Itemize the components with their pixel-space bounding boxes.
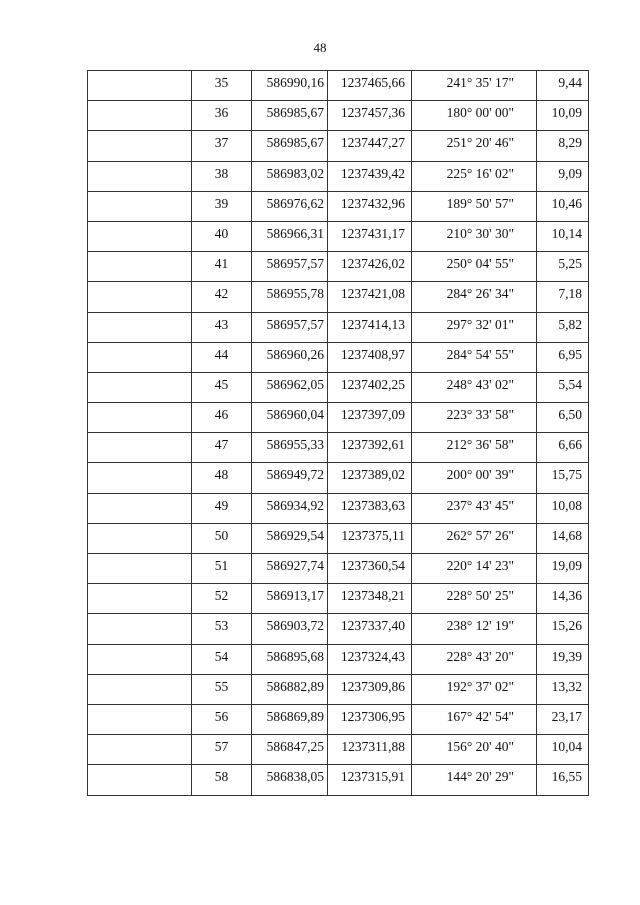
y-coordinate-cell: 1237457,36 bbox=[328, 101, 412, 131]
direction-angle-cell: 144° 20' 29" bbox=[412, 765, 537, 795]
table-row bbox=[88, 493, 589, 523]
distance-cell: 15,75 bbox=[537, 463, 589, 493]
empty-cell bbox=[88, 765, 192, 795]
y-coordinate-cell: 1237439,42 bbox=[328, 161, 412, 191]
direction-angle-cell: 241° 35' 17" bbox=[412, 71, 537, 101]
distance-cell: 16,55 bbox=[537, 765, 589, 795]
x-coordinate-cell: 586983,02 bbox=[252, 161, 328, 191]
empty-cell bbox=[88, 252, 192, 282]
direction-angle-cell: 228° 50' 25" bbox=[412, 584, 537, 614]
x-coordinate-cell: 586985,67 bbox=[252, 131, 328, 161]
direction-angle-cell: 180° 00' 00" bbox=[412, 101, 537, 131]
table-row bbox=[88, 403, 589, 433]
y-coordinate-cell: 1237324,43 bbox=[328, 644, 412, 674]
distance-cell: 5,54 bbox=[537, 372, 589, 402]
empty-cell bbox=[88, 403, 192, 433]
point-number-cell: 57 bbox=[192, 735, 252, 765]
point-number-cell: 55 bbox=[192, 674, 252, 704]
y-coordinate-cell: 1237348,21 bbox=[328, 584, 412, 614]
y-coordinate-cell: 1237315,91 bbox=[328, 765, 412, 795]
point-number-cell: 58 bbox=[192, 765, 252, 795]
point-number-cell: 44 bbox=[192, 342, 252, 372]
distance-cell: 10,08 bbox=[537, 493, 589, 523]
distance-cell: 19,39 bbox=[537, 644, 589, 674]
y-coordinate-cell: 1237432,96 bbox=[328, 191, 412, 221]
distance-cell: 10,46 bbox=[537, 191, 589, 221]
distance-cell: 13,32 bbox=[537, 674, 589, 704]
empty-cell bbox=[88, 282, 192, 312]
y-coordinate-cell: 1237360,54 bbox=[328, 554, 412, 584]
empty-cell bbox=[88, 674, 192, 704]
empty-cell bbox=[88, 342, 192, 372]
point-number-cell: 46 bbox=[192, 403, 252, 433]
x-coordinate-cell: 586976,62 bbox=[252, 191, 328, 221]
x-coordinate-cell: 586929,54 bbox=[252, 523, 328, 553]
point-number-cell: 48 bbox=[192, 463, 252, 493]
table-row bbox=[88, 523, 589, 553]
distance-cell: 9,44 bbox=[537, 71, 589, 101]
y-coordinate-cell: 1237383,63 bbox=[328, 493, 412, 523]
x-coordinate-cell: 586960,26 bbox=[252, 342, 328, 372]
table-row bbox=[88, 735, 589, 765]
x-coordinate-cell: 586960,04 bbox=[252, 403, 328, 433]
x-coordinate-cell: 586934,92 bbox=[252, 493, 328, 523]
y-coordinate-cell: 1237337,40 bbox=[328, 614, 412, 644]
empty-cell bbox=[88, 312, 192, 342]
y-coordinate-cell: 1237465,66 bbox=[328, 71, 412, 101]
point-number-cell: 53 bbox=[192, 614, 252, 644]
distance-cell: 9,09 bbox=[537, 161, 589, 191]
distance-cell: 7,18 bbox=[537, 282, 589, 312]
y-coordinate-cell: 1237311,88 bbox=[328, 735, 412, 765]
direction-angle-cell: 228° 43' 20" bbox=[412, 644, 537, 674]
x-coordinate-cell: 586966,31 bbox=[252, 221, 328, 251]
table-body bbox=[88, 71, 589, 796]
x-coordinate-cell: 586962,05 bbox=[252, 372, 328, 402]
empty-cell bbox=[88, 584, 192, 614]
y-coordinate-cell: 1237392,61 bbox=[328, 433, 412, 463]
x-coordinate-cell: 586957,57 bbox=[252, 252, 328, 282]
table-row bbox=[88, 221, 589, 251]
point-number-cell: 36 bbox=[192, 101, 252, 131]
empty-cell bbox=[88, 614, 192, 644]
point-number-cell: 50 bbox=[192, 523, 252, 553]
table-row bbox=[88, 342, 589, 372]
x-coordinate-cell: 586955,78 bbox=[252, 282, 328, 312]
empty-cell bbox=[88, 735, 192, 765]
direction-angle-cell: 200° 00' 39" bbox=[412, 463, 537, 493]
direction-angle-cell: 192° 37' 02" bbox=[412, 674, 537, 704]
y-coordinate-cell: 1237389,02 bbox=[328, 463, 412, 493]
x-coordinate-cell: 586869,89 bbox=[252, 704, 328, 734]
empty-cell bbox=[88, 523, 192, 553]
table-row bbox=[88, 71, 589, 101]
direction-angle-cell: 156° 20' 40" bbox=[412, 735, 537, 765]
table-row bbox=[88, 161, 589, 191]
distance-cell: 19,09 bbox=[537, 554, 589, 584]
table-row bbox=[88, 674, 589, 704]
empty-cell bbox=[88, 644, 192, 674]
y-coordinate-cell: 1237421,08 bbox=[328, 282, 412, 312]
point-number-cell: 52 bbox=[192, 584, 252, 614]
table-row bbox=[88, 554, 589, 584]
direction-angle-cell: 284° 26' 34" bbox=[412, 282, 537, 312]
direction-angle-cell: 212° 36' 58" bbox=[412, 433, 537, 463]
empty-cell bbox=[88, 493, 192, 523]
empty-cell bbox=[88, 704, 192, 734]
point-number-cell: 45 bbox=[192, 372, 252, 402]
empty-cell bbox=[88, 463, 192, 493]
y-coordinate-cell: 1237375,11 bbox=[328, 523, 412, 553]
point-number-cell: 54 bbox=[192, 644, 252, 674]
point-number-cell: 56 bbox=[192, 704, 252, 734]
table-row bbox=[88, 252, 589, 282]
y-coordinate-cell: 1237309,86 bbox=[328, 674, 412, 704]
table-row bbox=[88, 101, 589, 131]
point-number-cell: 42 bbox=[192, 282, 252, 312]
direction-angle-cell: 167° 42' 54" bbox=[412, 704, 537, 734]
x-coordinate-cell: 586895,68 bbox=[252, 644, 328, 674]
empty-cell bbox=[88, 131, 192, 161]
empty-cell bbox=[88, 191, 192, 221]
empty-cell bbox=[88, 372, 192, 402]
x-coordinate-cell: 586847,25 bbox=[252, 735, 328, 765]
coordinates-table bbox=[87, 70, 589, 796]
empty-cell bbox=[88, 161, 192, 191]
distance-cell: 10,04 bbox=[537, 735, 589, 765]
distance-cell: 8,29 bbox=[537, 131, 589, 161]
x-coordinate-cell: 586927,74 bbox=[252, 554, 328, 584]
distance-cell: 6,66 bbox=[537, 433, 589, 463]
point-number-cell: 37 bbox=[192, 131, 252, 161]
table-row bbox=[88, 312, 589, 342]
distance-cell: 14,68 bbox=[537, 523, 589, 553]
direction-angle-cell: 250° 04' 55" bbox=[412, 252, 537, 282]
x-coordinate-cell: 586955,33 bbox=[252, 433, 328, 463]
x-coordinate-cell: 586957,57 bbox=[252, 312, 328, 342]
distance-cell: 6,50 bbox=[537, 403, 589, 433]
direction-angle-cell: 237° 43' 45" bbox=[412, 493, 537, 523]
point-number-cell: 40 bbox=[192, 221, 252, 251]
x-coordinate-cell: 586882,89 bbox=[252, 674, 328, 704]
distance-cell: 10,09 bbox=[537, 101, 589, 131]
distance-cell: 10,14 bbox=[537, 221, 589, 251]
distance-cell: 23,17 bbox=[537, 704, 589, 734]
table-row bbox=[88, 704, 589, 734]
empty-cell bbox=[88, 554, 192, 584]
point-number-cell: 38 bbox=[192, 161, 252, 191]
table-row bbox=[88, 614, 589, 644]
direction-angle-cell: 225° 16' 02" bbox=[412, 161, 537, 191]
table-row bbox=[88, 282, 589, 312]
distance-cell: 5,25 bbox=[537, 252, 589, 282]
empty-cell bbox=[88, 221, 192, 251]
y-coordinate-cell: 1237397,09 bbox=[328, 403, 412, 433]
direction-angle-cell: 238° 12' 19" bbox=[412, 614, 537, 644]
direction-angle-cell: 189° 50' 57" bbox=[412, 191, 537, 221]
table-row bbox=[88, 131, 589, 161]
point-number-cell: 35 bbox=[192, 71, 252, 101]
point-number-cell: 47 bbox=[192, 433, 252, 463]
distance-cell: 6,95 bbox=[537, 342, 589, 372]
y-coordinate-cell: 1237426,02 bbox=[328, 252, 412, 282]
table-row bbox=[88, 584, 589, 614]
y-coordinate-cell: 1237447,27 bbox=[328, 131, 412, 161]
y-coordinate-cell: 1237306,95 bbox=[328, 704, 412, 734]
point-number-cell: 39 bbox=[192, 191, 252, 221]
x-coordinate-cell: 586985,67 bbox=[252, 101, 328, 131]
point-number-cell: 49 bbox=[192, 493, 252, 523]
direction-angle-cell: 220° 14' 23" bbox=[412, 554, 537, 584]
y-coordinate-cell: 1237431,17 bbox=[328, 221, 412, 251]
direction-angle-cell: 297° 32' 01" bbox=[412, 312, 537, 342]
x-coordinate-cell: 586949,72 bbox=[252, 463, 328, 493]
x-coordinate-cell: 586913,17 bbox=[252, 584, 328, 614]
y-coordinate-cell: 1237408,97 bbox=[328, 342, 412, 372]
direction-angle-cell: 248° 43' 02" bbox=[412, 372, 537, 402]
x-coordinate-cell: 586838,05 bbox=[252, 765, 328, 795]
direction-angle-cell: 223° 33' 58" bbox=[412, 403, 537, 433]
table-row bbox=[88, 433, 589, 463]
table-row bbox=[88, 191, 589, 221]
table-row bbox=[88, 463, 589, 493]
table-row bbox=[88, 372, 589, 402]
y-coordinate-cell: 1237402,25 bbox=[328, 372, 412, 402]
x-coordinate-cell: 586990,16 bbox=[252, 71, 328, 101]
distance-cell: 15,26 bbox=[537, 614, 589, 644]
direction-angle-cell: 262° 57' 26" bbox=[412, 523, 537, 553]
x-coordinate-cell: 586903,72 bbox=[252, 614, 328, 644]
table-row bbox=[88, 644, 589, 674]
point-number-cell: 51 bbox=[192, 554, 252, 584]
page-number: 48 bbox=[313, 40, 327, 55]
empty-cell bbox=[88, 71, 192, 101]
table-row bbox=[88, 765, 589, 795]
direction-angle-cell: 284° 54' 55" bbox=[412, 342, 537, 372]
distance-cell: 14,36 bbox=[537, 584, 589, 614]
direction-angle-cell: 251° 20' 46" bbox=[412, 131, 537, 161]
distance-cell: 5,82 bbox=[537, 312, 589, 342]
empty-cell bbox=[88, 101, 192, 131]
point-number-cell: 43 bbox=[192, 312, 252, 342]
y-coordinate-cell: 1237414,13 bbox=[328, 312, 412, 342]
direction-angle-cell: 210° 30' 30" bbox=[412, 221, 537, 251]
point-number-cell: 41 bbox=[192, 252, 252, 282]
empty-cell bbox=[88, 433, 192, 463]
